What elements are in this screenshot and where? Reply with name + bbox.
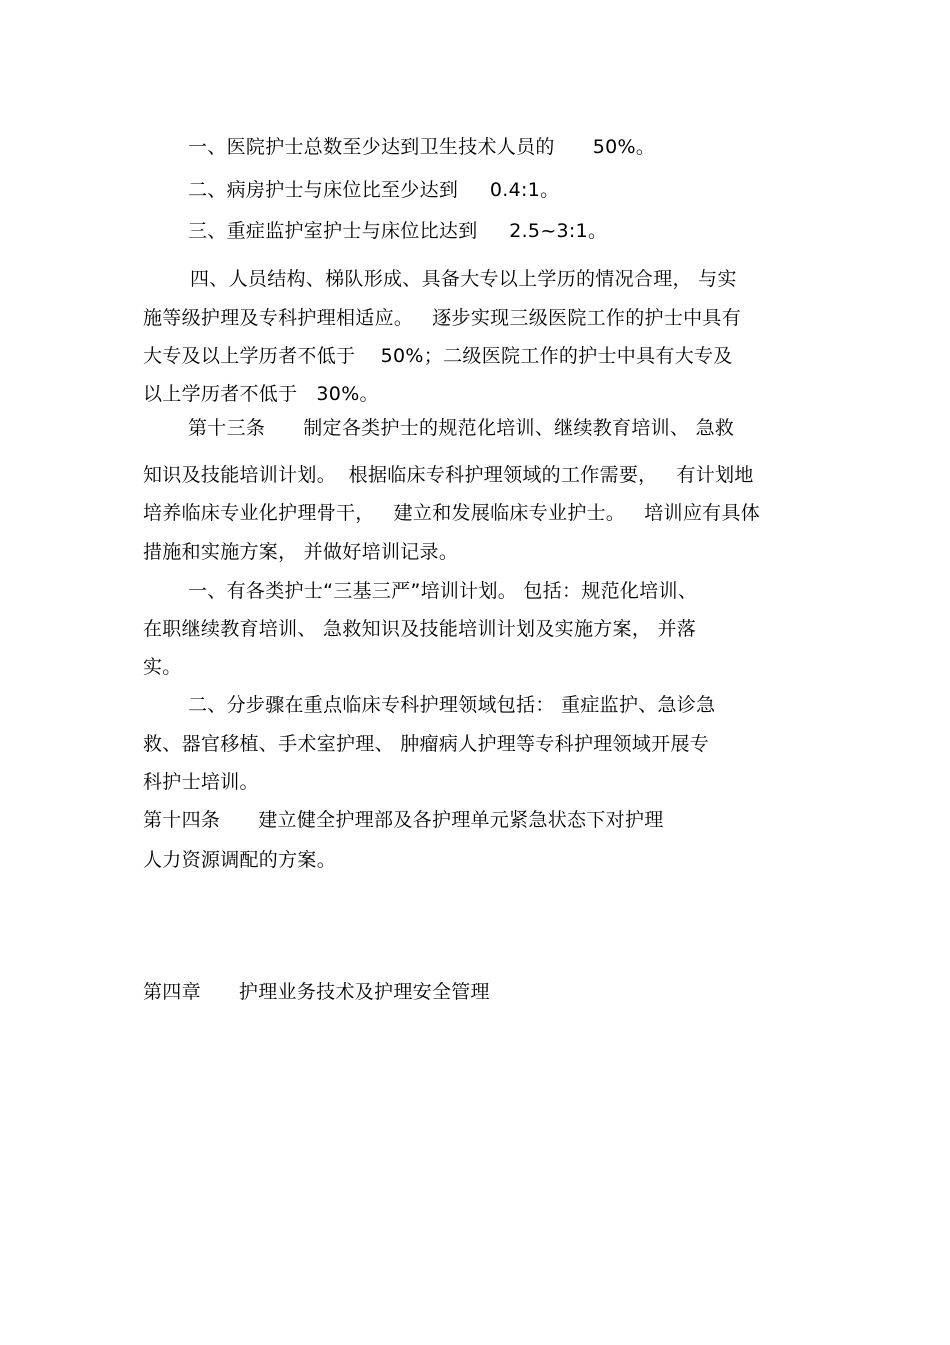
text-line: 措施和实施方案， 并做好培训记录。 [143, 541, 459, 563]
text-line: 救、器官移植、手术室护理、 肿瘤病人护理等专科护理领域开展专 [143, 733, 710, 755]
text-line: 四、人员结构、梯队形成、具备大专以上学历的情况合理， 与实 [190, 268, 737, 290]
section-heading: 第十三条 制定各类护士的规范化培训、继续教育培训、 急救 [188, 417, 735, 439]
text-line: 在职继续教育培训、 急救知识及技能培训计划及实施方案， 并落 [143, 618, 697, 640]
text-line: 三、重症监护室护士与床位比达到 2.5~3:1。 [188, 220, 608, 242]
section-heading: 第十四条 建立健全护理部及各护理单元紧急状态下对护理 [143, 809, 664, 831]
text-line: 以上学历者不低于 30%。 [143, 383, 379, 405]
chapter-heading: 第四章 护理业务技术及护理安全管理 [143, 981, 490, 1003]
text-line: 知识及技能培训计划。 根据临床专科护理领域的工作需要， 有计划地 [143, 464, 754, 486]
text-line: 二、分步骤在重点临床专科护理领域包括： 重症监护、急诊急 [188, 694, 716, 716]
text-line: 实。 [143, 656, 182, 678]
text-line: 科护士培训。 [143, 771, 259, 793]
text-line: 施等级护理及专科护理相适应。 逐步实现三级医院工作的护士中具有 [143, 307, 742, 329]
text-line: 大专及以上学历者不低于 50%；二级医院工作的护士中具有大专及 [143, 345, 733, 367]
text-line: 培养临床专业化护理骨干， 建立和发展临床专业护士。 培训应有具体 [143, 502, 761, 524]
text-line: 一、有各类护士“三基三严”培训计划。 包括：规范化培训、 [188, 580, 698, 602]
text-line: 人力资源调配的方案。 [143, 849, 337, 871]
text-line: 一、医院护士总数至少达到卫生技术人员的 50%。 [188, 136, 656, 158]
text-line: 二、病房护士与床位比至少达到 0.4:1。 [188, 179, 560, 201]
